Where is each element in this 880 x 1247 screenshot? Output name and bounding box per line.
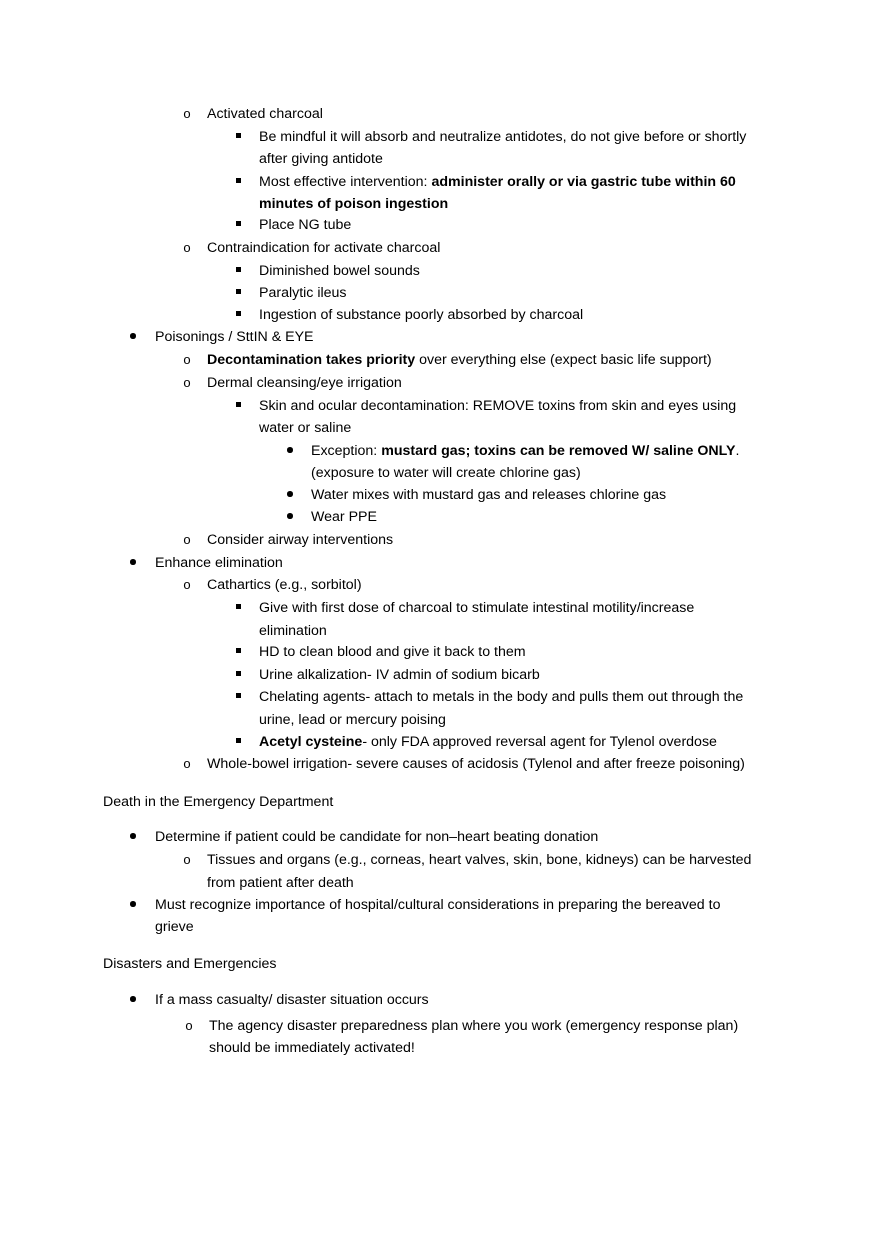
square-bullet-icon (231, 641, 245, 663)
square-bullet-icon (231, 260, 245, 282)
list-item-bowel-sounds: Diminished bowel sounds (259, 263, 420, 279)
disc-bullet-icon (126, 326, 140, 348)
list-item-cathartics: Cathartics (e.g., sorbitol) (207, 577, 362, 593)
list-item-chelating-line1: Chelating agents- attach to metals in the body and pulls them out through the (259, 689, 744, 705)
list-item-agency-line2: should be immediately activated! (209, 1040, 415, 1056)
circle-bullet-icon: o (185, 1018, 193, 1033)
disc-bullet-icon (126, 989, 140, 1011)
disc-bullet-icon (126, 552, 140, 574)
list-item-airway: Consider airway interventions (207, 532, 394, 548)
circle-bullet-icon: o (183, 532, 191, 547)
list-item-recognize-line2: grieve (155, 919, 194, 935)
square-bullet-icon (231, 304, 245, 326)
list-item-candidate: Determine if patient could be candidate for non–heart beating donation (155, 829, 599, 845)
list-item-contraindication: Contraindication for activate charcoal (207, 240, 441, 256)
list-item-first-dose-line2: elimination (259, 623, 327, 639)
list-item-hd: HD to clean blood and give it back to them (259, 644, 526, 660)
list-item-decontamination: Decontamination takes priority over everything else (expect basic life support) (207, 352, 712, 368)
list-item-mass-casualty: If a mass casualty/ disaster situation occurs (155, 992, 429, 1008)
list-item-skin-ocular-line2: water or saline (259, 420, 352, 436)
list-item-water-mixes: Water mixes with mustard gas and releases chlorine gas (311, 487, 667, 503)
circle-bullet-icon: o (183, 756, 191, 771)
circle-bullet-icon: o (183, 106, 191, 121)
list-item-whole-bowel: Whole-bowel irrigation- severe causes of acidosis (Tylenol and after freeze poisoning) (207, 756, 745, 772)
list-item-recognize-line1: Must recognize importance of hospital/cultural considerations in preparing the bereaved to (155, 897, 721, 913)
disc-bullet-icon (283, 484, 297, 506)
list-item-agency-line1: The agency disaster preparedness plan where you work (emergency response plan) (209, 1018, 739, 1034)
list-item-most-effective-line1: Most effective intervention: administer orally or via gastric tube within 60 (259, 174, 736, 190)
list-item-ng-tube: Place NG tube (259, 217, 352, 233)
disc-bullet-icon (126, 894, 140, 916)
disc-bullet-icon (283, 440, 297, 462)
list-item-mindful-line1: Be mindful it will absorb and neutralize antidotes, do not give before or shortly (259, 129, 747, 145)
list-item-exception-line2: (exposure to water will create chlorine gas) (311, 465, 581, 481)
square-bullet-icon (231, 395, 245, 417)
list-item-skin-ocular-line1: Skin and ocular decontamination: REMOVE toxins from skin and eyes using (259, 398, 737, 414)
list-item-urine-alk: Urine alkalization- IV admin of sodium bicarb (259, 667, 540, 683)
section-heading-death: Death in the Emergency Department (103, 794, 334, 810)
square-bullet-icon (231, 664, 245, 686)
list-item-wear-ppe: Wear PPE (311, 509, 377, 525)
circle-bullet-icon: o (183, 240, 191, 255)
list-item-enhance: Enhance elimination (155, 555, 283, 571)
square-bullet-icon (231, 731, 245, 753)
square-bullet-icon (231, 171, 245, 193)
list-item-tissues-line2: from patient after death (207, 875, 354, 891)
square-bullet-icon (231, 214, 245, 236)
list-item-poisonings: Poisonings / SttIN & EYE (155, 329, 314, 345)
list-item-most-effective-line2: minutes of poison ingestion (259, 196, 449, 212)
square-bullet-icon (231, 126, 245, 148)
circle-bullet-icon: o (183, 577, 191, 592)
square-bullet-icon (231, 597, 245, 619)
list-item-activated-charcoal: Activated charcoal (207, 106, 323, 122)
circle-bullet-icon: o (183, 352, 191, 367)
list-item-poorly-absorbed: Ingestion of substance poorly absorbed by charcoal (259, 307, 584, 323)
square-bullet-icon (231, 282, 245, 304)
list-item-chelating-line2: urine, lead or mercury poising (259, 712, 446, 728)
list-item-tissues-line1: Tissues and organs (e.g., corneas, heart valves, skin, bone, kidneys) can be harvested (207, 852, 752, 868)
circle-bullet-icon: o (183, 852, 191, 867)
list-item-mindful-line2: after giving antidote (259, 151, 383, 167)
list-item-exception-line1: Exception: mustard gas; toxins can be removed W/ saline ONLY. (311, 443, 740, 459)
list-item-first-dose-line1: Give with first dose of charcoal to stimulate intestinal motility/increase (259, 600, 695, 616)
list-item-acetyl: Acetyl cysteine- only FDA approved reversal agent for Tylenol overdose (259, 734, 717, 750)
disc-bullet-icon (283, 506, 297, 528)
circle-bullet-icon: o (183, 375, 191, 390)
list-item-dermal: Dermal cleansing/eye irrigation (207, 375, 402, 391)
section-heading-disasters: Disasters and Emergencies (103, 956, 277, 972)
list-item-ileus: Paralytic ileus (259, 285, 347, 301)
disc-bullet-icon (126, 826, 140, 848)
square-bullet-icon (231, 686, 245, 708)
